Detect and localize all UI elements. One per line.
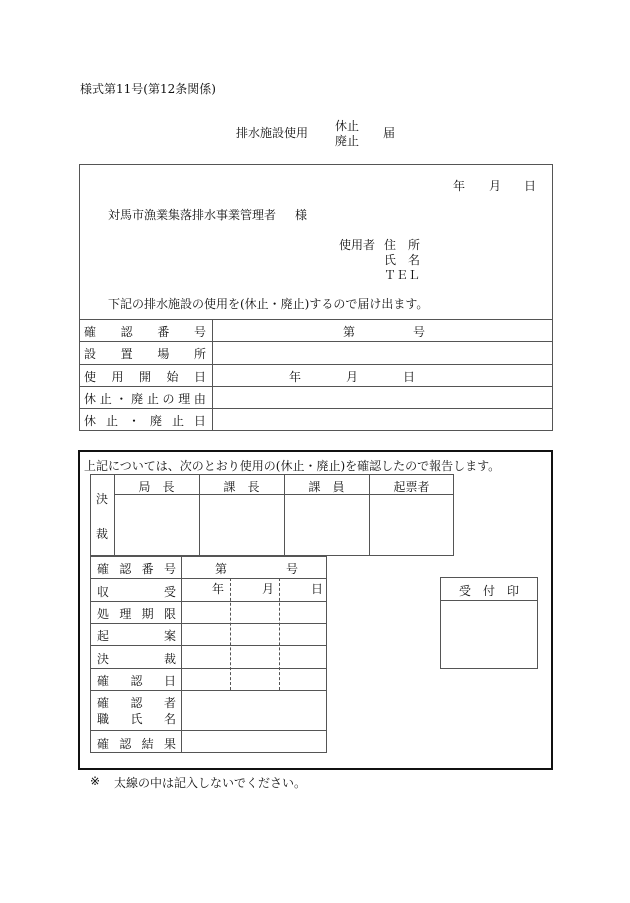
start-date-month: 月 (346, 370, 359, 384)
process-result: 確 認 結 果 (97, 737, 176, 751)
applicant-tel-label: ＴＥＬ (384, 268, 421, 282)
process-draft: 起 案 (97, 629, 176, 643)
process-approval: 決 裁 (97, 652, 176, 666)
row-reason: 休 止 ・ 廃 止 の 理 由 (84, 392, 206, 406)
kessai-label-1: 決 (96, 492, 109, 506)
statement: 下記の排水施設の使用を(休止・廃止)するので届け出ます。 (108, 297, 429, 311)
applicant-address-label: 住 所 (384, 238, 421, 252)
start-date-day: 日 (403, 370, 416, 384)
office-statement: 上記については、次のとおり使用の(休止・廃止)を確認したので報告します。 (84, 459, 501, 473)
row-start-date: 使 用 開 始 日 (84, 370, 206, 384)
date-year: 年 (453, 179, 466, 193)
form-number: 様式第11号(第12条関係) (80, 82, 216, 96)
row-confirm-number: 確 認 番 号 (84, 325, 206, 339)
row-location: 設 置 場 所 (84, 347, 206, 361)
approver-staff: 課 員 (308, 480, 345, 494)
process-no-dai: 第 (215, 562, 228, 576)
addressee-honorific: 様 (295, 208, 308, 222)
process-title-name: 職 氏 名 (97, 712, 176, 726)
approver-drafter: 起票者 (393, 480, 430, 494)
kessai-label-2: 裁 (96, 527, 109, 541)
received-day: 日 (311, 582, 324, 596)
approver-director: 局 長 (138, 480, 175, 494)
applicant-name-label: 氏 名 (384, 253, 421, 267)
confirm-no-go: 号 (413, 325, 426, 339)
title-option-abolish: 廃止 (335, 134, 360, 148)
process-deadline: 処 理 期 限 (97, 607, 176, 621)
footnote-mark: ※ (90, 774, 101, 788)
stamp-label: 受 付 印 (458, 584, 519, 598)
title-suffix: 届 (383, 126, 396, 140)
date-month: 月 (489, 179, 502, 193)
confirm-no-dai: 第 (343, 325, 356, 339)
addressee-name: 対馬市漁業集落排水事業管理者 (108, 208, 277, 222)
title-option-suspend: 休止 (335, 119, 360, 133)
title-prefix: 排水施設使用 (236, 126, 309, 140)
footnote-text: 太線の中は記入しないでください。 (114, 776, 307, 790)
process-confirm-date: 確 認 日 (97, 674, 176, 688)
received-year: 年 (212, 582, 225, 596)
row-suspend-date: 休 止 ・ 廃 止 日 (84, 414, 206, 428)
received-month: 月 (262, 582, 275, 596)
process-no-go: 号 (286, 562, 299, 576)
applicant-label: 使用者 (339, 238, 376, 252)
process-received: 収 受 (97, 585, 176, 599)
approver-section-chief: 課 長 (223, 480, 260, 494)
date-day: 日 (524, 179, 537, 193)
process-confirm-number: 確 認 番 号 (97, 562, 176, 576)
process-confirmer: 確 認 者 (97, 696, 176, 710)
start-date-year: 年 (289, 370, 302, 384)
